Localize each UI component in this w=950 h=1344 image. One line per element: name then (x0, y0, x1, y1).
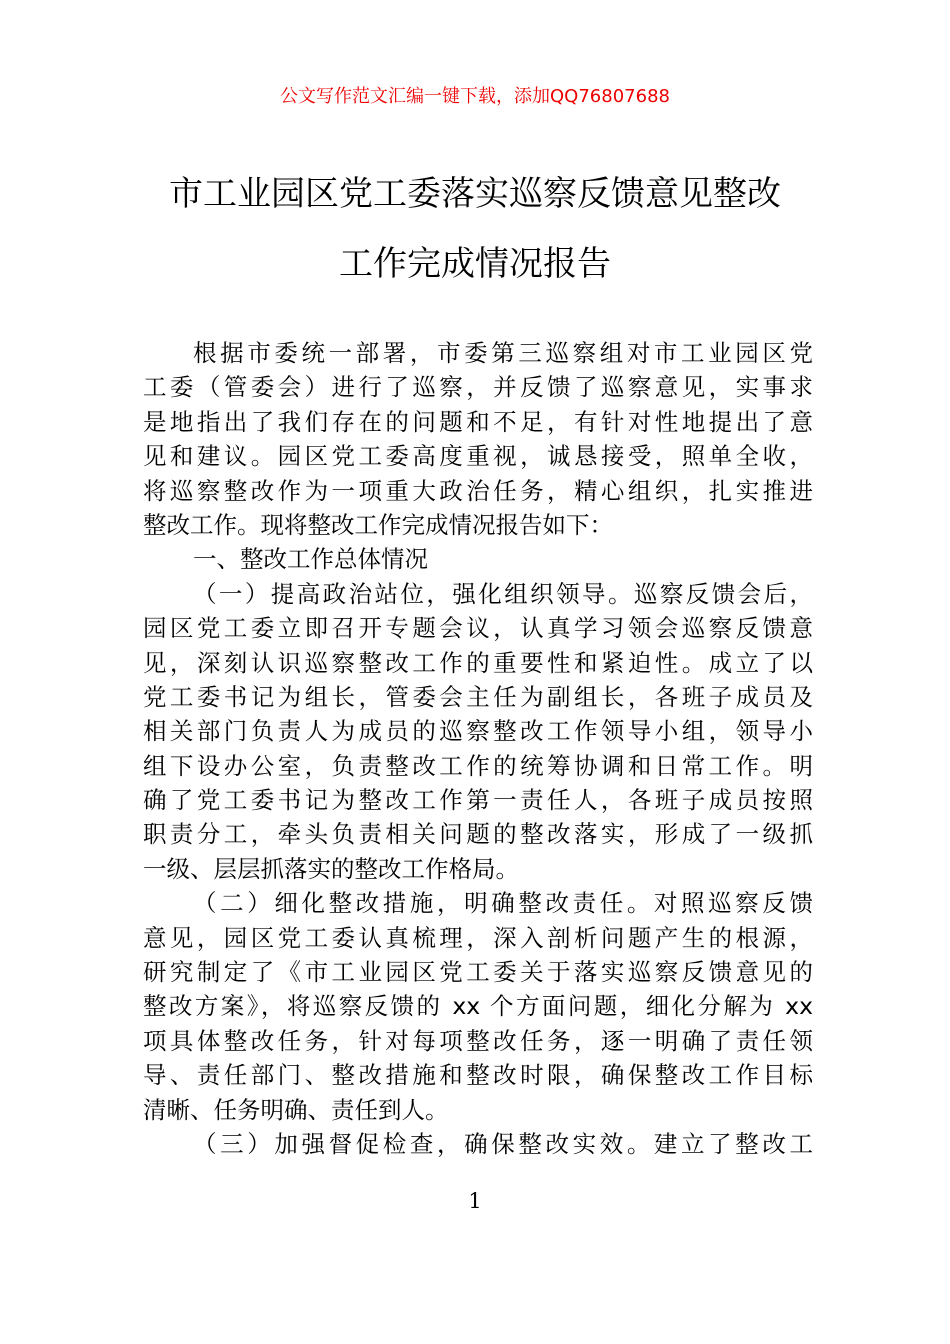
paragraph-line: 工委（管委会）进行了巡察，并反馈了巡察意见，实事求 (143, 373, 813, 402)
paragraph-line: 是地指出了我们存在的问题和不足，有针对性地提出了意 (143, 407, 813, 436)
paragraph-line: 确了党工委书记为整改工作第一责任人，各班子成员按照 (143, 786, 813, 815)
paragraph-line: 组下设办公室，负责整改工作的统筹协调和日常工作。明 (143, 751, 813, 780)
paragraph-line: 园区党工委立即召开专题会议，认真学习领会巡察反馈意 (143, 614, 813, 643)
promo-banner: 公文写作范文汇编一键下载，添加QQ76807688 (280, 86, 670, 107)
paragraph-line: 项具体整改任务，针对每项整改任务，逐一明确了责任领 (143, 1026, 813, 1055)
section-heading: 一、整改工作总体情况 (193, 545, 428, 574)
paragraph-line: 见，深刻认识巡察整改工作的重要性和紧迫性。成立了以 (143, 648, 813, 677)
paragraph-line: 根据市委统一部署，市委第三巡察组对市工业园区党 (193, 339, 813, 367)
paragraph-line: 将巡察整改作为一项重大政治任务，精心组织，扎实推进 (143, 476, 813, 505)
page-number: 1 (468, 1189, 482, 1213)
document-title-line-1: 市工业园区党工委落实巡察反馈意见整改 (169, 174, 781, 214)
paragraph-line: （一）提高政治站位，强化组织领导。巡察反馈会后， (193, 579, 813, 608)
paragraph-line: 职责分工，牵头负责相关问题的整改落实，形成了一级抓 (143, 820, 813, 849)
paragraph-line: 研究制定了《市工业园区党工委关于落实巡察反馈意见的 (143, 958, 813, 987)
paragraph-line: 相关部门负责人为成员的巡察整改工作领导小组，领导小 (143, 717, 813, 746)
paragraph-line: （二）细化整改措施，明确整改责任。对照巡察反馈 (193, 889, 813, 918)
document-body (143, 336, 813, 1161)
paragraph-line: 整改工作。现将整改工作完成情况报告如下： (143, 510, 613, 539)
paragraph-line: 意见，园区党工委认真梳理，深入剖析问题产生的根源， (143, 923, 813, 952)
document-title-line-2: 工作完成情况报告 (339, 244, 611, 284)
paragraph-line: 导、责任部门、整改措施和整改时限，确保整改工作目标 (143, 1061, 813, 1090)
paragraph-line: 一级、层层抓落实的整改工作格局。 (143, 854, 519, 883)
paragraph-line: 党工委书记为组长，管委会主任为副组长，各班子成员及 (143, 682, 813, 711)
paragraph-line: （三）加强督促检查，确保整改实效。建立了整改工 (193, 1129, 813, 1158)
paragraph-line: 清晰、任务明确、责任到人。 (143, 1095, 449, 1124)
paragraph-line: 整改方案》，将巡察反馈的 xx 个方面问题，细化分解为 xx (143, 992, 813, 1021)
paragraph-line: 见和建议。园区党工委高度重视，诚恳接受，照单全收， (143, 442, 813, 471)
